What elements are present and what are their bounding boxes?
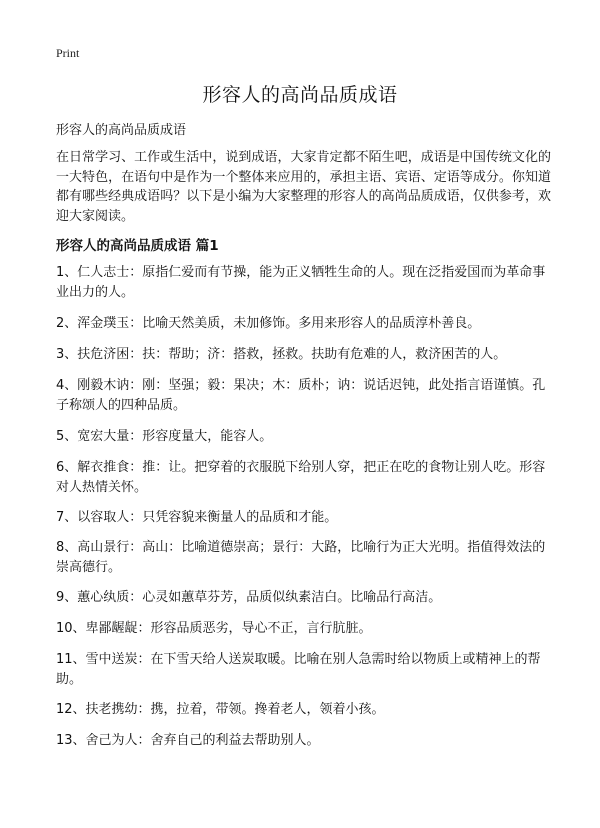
section-heading: 形容人的高尚品质成语 篇1 [56,238,219,254]
idiom-item-7: 7、以容取人：只凭容貌来衡量人的品质和才能。 [56,510,338,525]
document-subtitle: 形容人的高尚品质成语 [56,123,187,138]
intro-paragraph: 在日常学习、工作或生活中，说到成语，大家肯定都不陌生吧，成语是中国传统文化的一大特色，在语句中是作为一个整体来应用的，承担主语、宾语、定语等成分。你知道都有哪些经典成语吗？以下是小编为大家整理的形容人的高尚品质成语，仅供参考，欢迎大家阅读。 [56,150,551,224]
idiom-item-13: 13、舍己为人：舍弃自己的利益去帮助别人。 [56,733,320,748]
print-label: Print [56,46,80,60]
idiom-item-10: 10、卑鄙龌龊：形容品质恶劣，导心不正，言行肮脏。 [56,621,372,636]
idiom-item-2: 2、浑金璞玉：比喻天然美质，未加修饰。多用来形容人的品质淳朴善良。 [56,316,481,331]
idiom-item-4: 4、刚毅木讷：刚：坚强；毅：果决；木：质朴；讷：说话迟钝，此处指言语谨慎。孔子称颂人的四种品质。 [56,378,546,413]
idiom-item-3: 3、扶危济困：扶：帮助；济：搭救，拯救。扶助有危难的人，救济困苦的人。 [56,347,507,362]
idiom-item-6: 6、解衣推食：推：让。把穿着的衣服脱下给别人穿，把正在吃的食物让别人吃。形容对人热情关怀。 [56,460,546,495]
idiom-item-9: 9、蕙心纨质：心灵如蕙草芬芳，品质似纨素洁白。比喻品行高洁。 [56,590,442,605]
document-title: 形容人的高尚品质成语 [202,84,398,106]
idiom-item-12: 12、扶老携幼：携，拉着，带领。搀着老人，领着小孩。 [56,702,385,717]
idiom-item-1: 1、仁人志士：原指仁爱而有节操，能为正义牺牲生命的人。现在泛指爱国而为革命事业出力的人。 [56,265,546,300]
idiom-item-11: 11、雪中送炭：在下雪天给人送炭取暖。比喻在别人急需时给以物质上或精神上的帮助。 [56,652,541,687]
idiom-item-5: 5、宽宏大量：形容度量大，能容人。 [56,429,273,444]
idiom-item-8: 8、高山景行：高山：比喻道德崇高；景行：大路，比喻行为正大光明。指值得效法的崇高德行。 [56,540,546,575]
